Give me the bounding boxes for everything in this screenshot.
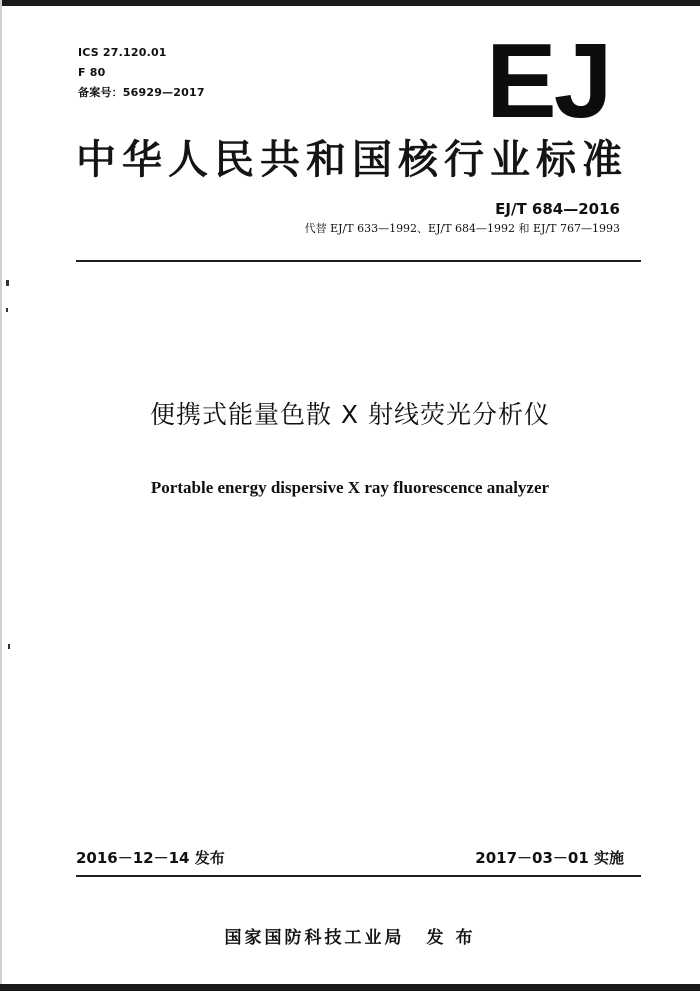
ics-code: ICS 27.120.01	[78, 46, 167, 59]
issuer-line	[0, 926, 700, 950]
footer-divider	[76, 875, 641, 877]
issuing-authority: 国家国防科技工业局	[224, 928, 405, 948]
scan-mark	[8, 644, 10, 649]
document-title-english: Portable energy dispersive X ray fluorescence analyzer	[150, 478, 550, 497]
scan-mark	[6, 280, 9, 286]
standard-category-title: 中华人民共和国核行业标准	[76, 137, 628, 183]
filing-number: 备案号：56929—2017	[78, 86, 205, 99]
standard-number: EJ/T 684—2016	[495, 200, 620, 218]
replaces-standards: 代替 EJ/T 633—1992、EJ/T 684—1992 和 EJ/T 767—1993	[304, 222, 620, 235]
issue-label: 发 布	[426, 928, 476, 948]
implement-date: 2017－03－01 实施	[475, 849, 624, 867]
page-bottom-edge	[0, 984, 700, 991]
ej-logo: EJ	[486, 22, 610, 140]
document-title-chinese: 便携式能量色散 X 射线荧光分析仪	[149, 400, 551, 429]
ccs-code: F 80	[78, 66, 106, 79]
page-top-edge	[0, 0, 700, 6]
header-divider	[76, 260, 641, 262]
scan-mark	[6, 308, 8, 312]
publish-date: 2016－12－14 发布	[76, 849, 225, 867]
